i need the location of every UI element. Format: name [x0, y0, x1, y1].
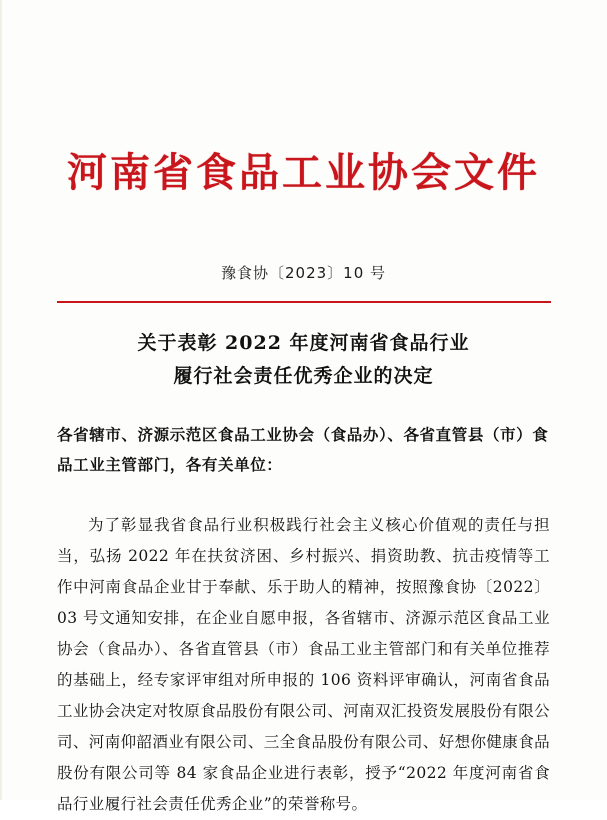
red-divider-rule — [57, 301, 551, 303]
document-subject-title — [0, 327, 607, 394]
subject-line-2: 履行社会责任优秀企业的决定 — [173, 365, 434, 388]
document-number: 豫食协〔2023〕10 号 — [220, 264, 387, 282]
recipients-salutation: 各省辖市、济源示范区食品工业协会（食品办）、各省直管县（市）食品工业主管部门，各有关单位： — [57, 424, 549, 474]
page-edge-shading — [0, 0, 3, 800]
document-masthead: 河南省食品工业协会文件 — [67, 149, 540, 196]
subject-line-1: 关于表彰 2022 年度河南省食品行业 — [137, 332, 470, 354]
body-paragraph-1: 为了彰显我省食品行业积极践行社会主义核心价值观的责任与担当，弘扬 2022 年在扶贫济困、乡村振兴、捐资助教、抗击疫情等工作中河南食品企业甘于奉献、乐于助人的精神，按照豫食协〔2022〕03 号文通知安排，在企业自愿申报，各省辖市、济源示范区食品工业协会（食品办）、各省直管县（市）食品工业主管部门和有关单位推荐的基础上，经专家评审组对所申报的 106 资料评审确认，河南省食品工业协会决定对牧原食品股份有限公司、河南双汇投资发展股份有限公司、河南仰韶酒业有限公司、三全食品股份有限公司、好想你健康食品股份有限公司等 84 家食品企业进行表彰，授予“2022 年度河南省食品行业履行社会责任优秀企业”的荣誉称号。 — [57, 515, 550, 813]
document-body — [57, 510, 550, 820]
